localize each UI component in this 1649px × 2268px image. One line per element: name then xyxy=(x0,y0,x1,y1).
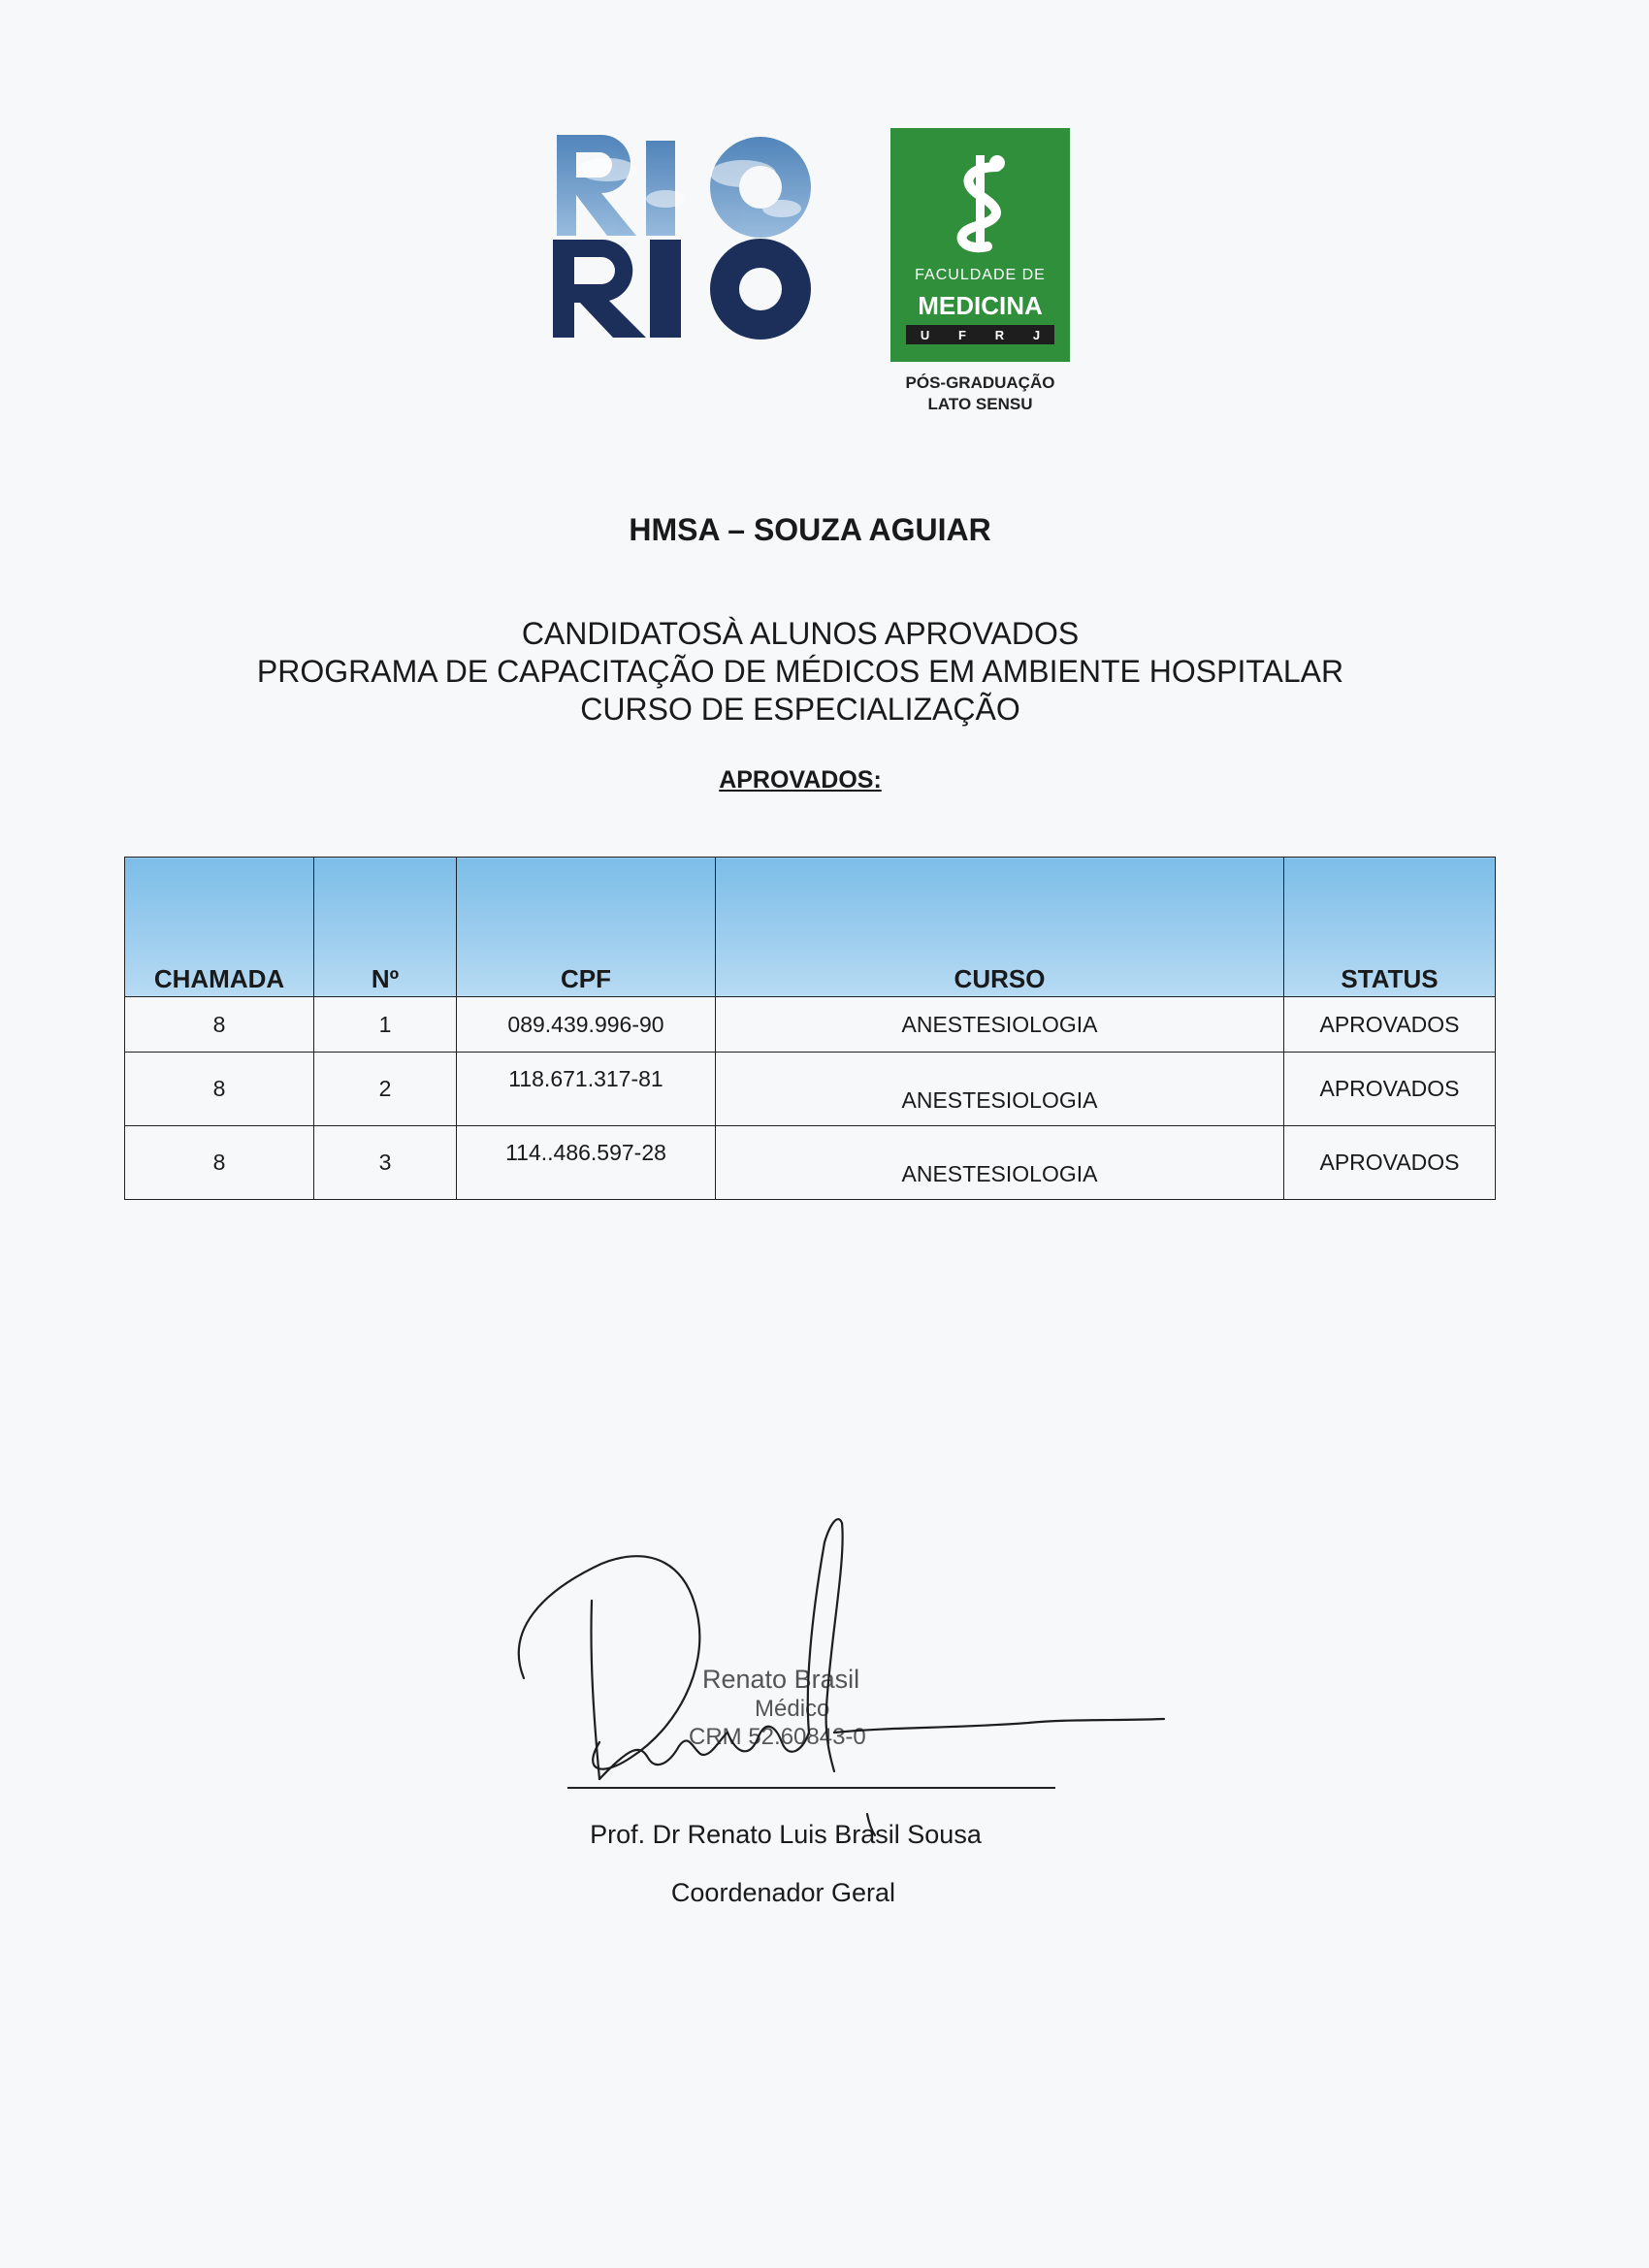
heading-line: PROGRAMA DE CAPACITAÇÃO DE MÉDICOS EM AMBIENTE HOSPITALAR xyxy=(256,654,1344,689)
ufrj-logo-line1: FACULDADE DE xyxy=(915,267,1046,283)
column-header-chamada: CHAMADA xyxy=(125,858,314,997)
cell-curso: ANESTESIOLOGIA xyxy=(716,997,1284,1053)
ufrj-letter: R xyxy=(994,327,1005,342)
table-header-row xyxy=(125,858,1496,997)
stamp-name: Renato Brasil xyxy=(702,1665,860,1694)
rio-logo xyxy=(549,131,823,340)
signer-role: Coordenador Geral xyxy=(670,1878,896,1907)
column-header-cpf: CPF xyxy=(457,858,716,997)
cell-chamada: 8 xyxy=(125,1126,314,1200)
table-row xyxy=(125,1126,1496,1200)
cell-chamada: 8 xyxy=(125,997,314,1053)
cell-curso: ANESTESIOLOGIA xyxy=(716,1126,1284,1200)
cell-number: 3 xyxy=(314,1126,457,1200)
document-headings xyxy=(0,615,1600,729)
ufrj-medicine-logo xyxy=(890,128,1070,362)
cell-cpf: 114..486.597-28 xyxy=(457,1126,716,1200)
cell-chamada: 8 xyxy=(125,1053,314,1126)
approved-candidates-table xyxy=(124,857,1496,1200)
stamp-title: Médico xyxy=(755,1696,830,1722)
table-row xyxy=(125,1053,1496,1126)
column-header-curso: CURSO xyxy=(716,858,1284,997)
table-row xyxy=(125,997,1496,1053)
heading-line: CANDIDATOSÀ ALUNOS APROVADOS xyxy=(521,616,1080,651)
handwritten-signature xyxy=(485,1504,1222,1930)
cell-curso: ANESTESIOLOGIA xyxy=(716,1053,1284,1126)
logo-subtitle-line1: PÓS-GRADUAÇÃO xyxy=(905,373,1055,392)
signer-name: Prof. Dr Renato Luis Brasil Sousa xyxy=(590,1820,982,1849)
hospital-title: HMSA – SOUZA AGUIAR xyxy=(629,512,991,547)
stamp-crm: CRM 52.60843-0 xyxy=(689,1724,866,1750)
ufrj-letter: J xyxy=(1032,327,1041,342)
rio-logo-image xyxy=(549,131,823,340)
cell-number: 1 xyxy=(314,997,457,1053)
cell-status: APROVADOS xyxy=(1284,997,1496,1053)
cell-number: 2 xyxy=(314,1053,457,1126)
ufrj-letter: F xyxy=(958,327,966,342)
cell-status: APROVADOS xyxy=(1284,1126,1496,1200)
section-label: APROVADOS: xyxy=(719,766,882,794)
logo-subtitle xyxy=(873,373,1087,415)
column-header-number: Nº xyxy=(314,858,457,997)
heading-line: CURSO DE ESPECIALIZAÇÃO xyxy=(580,692,1020,727)
cell-status: APROVADOS xyxy=(1284,1053,1496,1126)
ufrj-letters-bar xyxy=(906,325,1054,344)
column-header-status: STATUS xyxy=(1284,858,1496,997)
ufrj-letter: U xyxy=(920,327,930,342)
signature-line xyxy=(567,1787,1055,1789)
cell-cpf: 118.671.317-81 xyxy=(457,1053,716,1126)
ufrj-logo-line2: MEDICINA xyxy=(918,291,1043,320)
logo-subtitle-line2: LATO SENSU xyxy=(927,395,1033,413)
cell-cpf: 089.439.996-90 xyxy=(457,997,716,1053)
